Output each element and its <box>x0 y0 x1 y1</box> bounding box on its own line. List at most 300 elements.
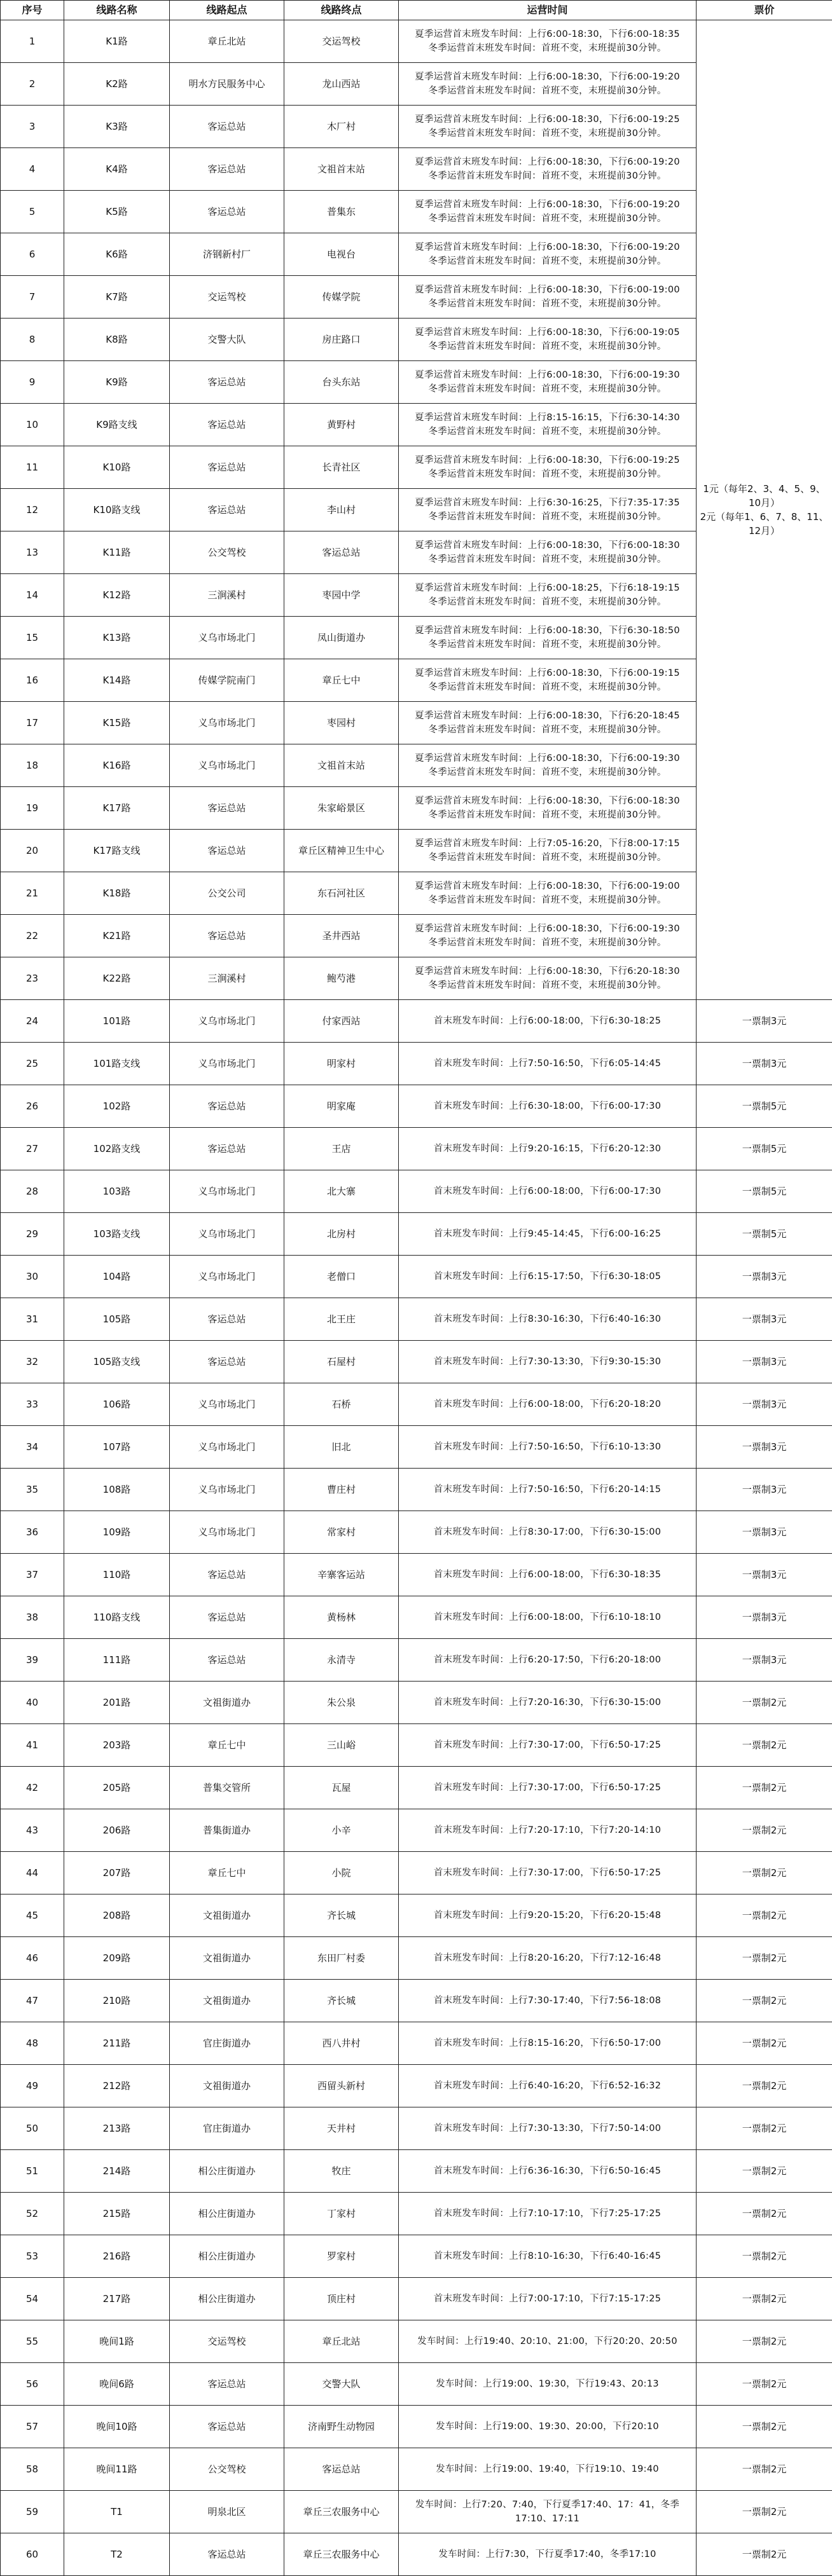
start-stop: 客运总站 <box>170 1554 284 1596</box>
route-number: 16 <box>1 659 64 702</box>
end-stop: 木厂村 <box>284 106 399 148</box>
route-name: K14路 <box>64 659 170 702</box>
route-name: K15路 <box>64 702 170 744</box>
route-name: 206路 <box>64 1809 170 1852</box>
start-stop: 客运总站 <box>170 1596 284 1639</box>
header-start-stop: 线路起点 <box>170 1 284 20</box>
fare: 一票制2元 <box>697 2363 832 2406</box>
end-stop: 曹庄村 <box>284 1469 399 1511</box>
start-stop: 三涧溪村 <box>170 574 284 617</box>
table-row <box>1 2065 832 2107</box>
start-stop: 义乌市场北门 <box>170 1426 284 1469</box>
route-name: K1路 <box>64 20 170 63</box>
fare: 一票制3元 <box>697 1256 832 1298</box>
operating-time: 首末班发车时间：上行7:50-16:50，下行6:05-14:45 <box>399 1043 697 1085</box>
start-stop: 客运总站 <box>170 1341 284 1383</box>
operating-time: 夏季运营首末班发车时间：上行6:00-18:30，下行6:00-18:35 冬季运营首末班发车时间：首班不变，末班提前30分钟。 <box>399 20 697 63</box>
operating-time: 首末班发车时间：上行7:50-16:50，下行6:10-13:30 <box>399 1426 697 1469</box>
route-name: 101路支线 <box>64 1043 170 1085</box>
route-number: 24 <box>1 1000 64 1043</box>
header-route-name: 线路名称 <box>64 1 170 20</box>
route-name: T2 <box>64 2533 170 2576</box>
route-name: K18路 <box>64 872 170 915</box>
end-stop: 西留头新村 <box>284 2065 399 2107</box>
route-name: K9路 <box>64 361 170 404</box>
start-stop: 文祖街道办 <box>170 2065 284 2107</box>
end-stop: 圣井西站 <box>284 915 399 957</box>
operating-time: 首末班发车时间：上行9:20-16:15，下行6:20-12:30 <box>399 1128 697 1170</box>
table-row <box>1 1852 832 1894</box>
route-name: K7路 <box>64 276 170 319</box>
end-stop: 罗家村 <box>284 2235 399 2278</box>
route-name: K11路 <box>64 531 170 574</box>
route-name: 210路 <box>64 1980 170 2022</box>
route-number: 58 <box>1 2448 64 2491</box>
end-stop: 王店 <box>284 1128 399 1170</box>
fare: 一票制3元 <box>697 1554 832 1596</box>
fare: 一票制5元 <box>697 1128 832 1170</box>
operating-time: 夏季运营首末班发车时间：上行6:00-18:30，下行6:00-19:20 冬季运营首末班发车时间：首班不变，末班提前30分钟。 <box>399 63 697 106</box>
end-stop: 凤山街道办 <box>284 617 399 659</box>
table-row <box>1 2491 832 2533</box>
operating-time: 首末班发车时间：上行7:50-16:50，下行6:20-14:15 <box>399 1469 697 1511</box>
route-number: 54 <box>1 2278 64 2320</box>
start-stop: 文祖街道办 <box>170 1682 284 1724</box>
route-number: 34 <box>1 1426 64 1469</box>
end-stop: 付家西站 <box>284 1000 399 1043</box>
operating-time: 首末班发车时间：上行7:30-17:00，下行6:50-17:25 <box>399 1852 697 1894</box>
start-stop: 义乌市场北门 <box>170 1256 284 1298</box>
end-stop: 章丘七中 <box>284 659 399 702</box>
start-stop: 公交驾校 <box>170 2448 284 2491</box>
table-row <box>1 1170 832 1213</box>
fare: 一票制2元 <box>697 2406 832 2448</box>
end-stop: 明家村 <box>284 1043 399 1085</box>
operating-time: 首末班发车时间：上行7:10-17:10，下行7:25-17:25 <box>399 2193 697 2235</box>
route-name: 208路 <box>64 1894 170 1937</box>
start-stop: 义乌市场北门 <box>170 617 284 659</box>
table-row <box>1 2533 832 2576</box>
fare: 一票制2元 <box>697 2193 832 2235</box>
route-number: 18 <box>1 744 64 787</box>
table-row <box>1 1682 832 1724</box>
operating-time: 首末班发车时间：上行6:15-17:50，下行6:30-18:05 <box>399 1256 697 1298</box>
route-name: K22路 <box>64 957 170 1000</box>
operating-time: 夏季运营首末班发车时间：上行6:00-18:30，下行6:00-18:30 冬季运营首末班发车时间：首班不变，末班提前30分钟。 <box>399 787 697 830</box>
header-end-stop: 线路终点 <box>284 1 399 20</box>
route-name: K9路支线 <box>64 404 170 446</box>
route-name: K17路 <box>64 787 170 830</box>
route-number: 20 <box>1 830 64 872</box>
route-number: 48 <box>1 2022 64 2065</box>
route-number: 55 <box>1 2320 64 2363</box>
table-row <box>1 2235 832 2278</box>
fare: 一票制2元 <box>697 1980 832 2022</box>
fare: 一票制2元 <box>697 2491 832 2533</box>
route-number: 8 <box>1 319 64 361</box>
start-stop: 客运总站 <box>170 148 284 191</box>
table-header <box>1 1 832 20</box>
table-row <box>1 1000 832 1043</box>
route-number: 35 <box>1 1469 64 1511</box>
route-number: 13 <box>1 531 64 574</box>
route-number: 28 <box>1 1170 64 1213</box>
operating-time: 发车时间：上行19:00、19:40，下行19:10、19:40 <box>399 2448 697 2491</box>
start-stop: 义乌市场北门 <box>170 1213 284 1256</box>
header-number: 序号 <box>1 1 64 20</box>
route-name: 108路 <box>64 1469 170 1511</box>
table-row <box>1 1128 832 1170</box>
table-row <box>1 2406 832 2448</box>
fare: 一票制3元 <box>697 1426 832 1469</box>
table-row <box>1 1469 832 1511</box>
operating-time: 首末班发车时间：上行8:30-17:00，下行6:30-15:00 <box>399 1511 697 1554</box>
route-name: 215路 <box>64 2193 170 2235</box>
start-stop: 客运总站 <box>170 830 284 872</box>
end-stop: 李山村 <box>284 489 399 531</box>
start-stop: 官庄街道办 <box>170 2022 284 2065</box>
route-number: 46 <box>1 1937 64 1980</box>
table-body <box>1 20 832 2576</box>
operating-time: 首末班发车时间：上行7:30-17:40，下行7:56-18:08 <box>399 1980 697 2022</box>
end-stop: 朱家峪景区 <box>284 787 399 830</box>
operating-time: 首末班发车时间：上行6:40-16:20，下行6:52-16:32 <box>399 2065 697 2107</box>
start-stop: 客运总站 <box>170 1639 284 1682</box>
route-name: 217路 <box>64 2278 170 2320</box>
header-fare: 票价 <box>697 1 832 20</box>
route-number: 23 <box>1 957 64 1000</box>
start-stop: 章丘七中 <box>170 1852 284 1894</box>
end-stop: 西八井村 <box>284 2022 399 2065</box>
route-name: K12路 <box>64 574 170 617</box>
end-stop: 龙山西站 <box>284 63 399 106</box>
operating-time: 夏季运营首末班发车时间：上行6:00-18:30，下行6:00-19:05 冬季运营首末班发车时间：首班不变，末班提前30分钟。 <box>399 319 697 361</box>
route-name: 101路 <box>64 1000 170 1043</box>
end-stop: 台头东站 <box>284 361 399 404</box>
route-number: 17 <box>1 702 64 744</box>
fare: 一票制2元 <box>697 2022 832 2065</box>
start-stop: 公交驾校 <box>170 531 284 574</box>
end-stop: 枣园中学 <box>284 574 399 617</box>
start-stop: 义乌市场北门 <box>170 702 284 744</box>
operating-time: 首末班发车时间：上行6:00-18:00，下行6:00-17:30 <box>399 1170 697 1213</box>
route-name: 110路 <box>64 1554 170 1596</box>
route-number: 3 <box>1 106 64 148</box>
fare: 一票制3元 <box>697 1596 832 1639</box>
end-stop: 旧北 <box>284 1426 399 1469</box>
route-number: 56 <box>1 2363 64 2406</box>
operating-time: 首末班发车时间：上行6:00-18:00，下行6:30-18:35 <box>399 1554 697 1596</box>
operating-time: 首末班发车时间：上行8:15-16:20，下行6:50-17:00 <box>399 2022 697 2065</box>
table-row <box>1 1256 832 1298</box>
start-stop: 义乌市场北门 <box>170 1469 284 1511</box>
table-row <box>1 2448 832 2491</box>
table-row <box>1 2363 832 2406</box>
end-stop: 传媒学院 <box>284 276 399 319</box>
start-stop: 义乌市场北门 <box>170 1511 284 1554</box>
operating-time: 首末班发车时间：上行9:20-15:20，下行6:20-15:48 <box>399 1894 697 1937</box>
route-name: 晚间1路 <box>64 2320 170 2363</box>
operating-time: 首末班发车时间：上行6:00-18:00，下行6:20-18:20 <box>399 1383 697 1426</box>
start-stop: 相公庄街道办 <box>170 2278 284 2320</box>
route-name: K4路 <box>64 148 170 191</box>
operating-time: 夏季运营首末班发车时间：上行6:00-18:30，下行6:00-19:30 冬季运营首末班发车时间：首班不变，末班提前30分钟。 <box>399 361 697 404</box>
start-stop: 客运总站 <box>170 2533 284 2576</box>
end-stop: 齐长城 <box>284 1980 399 2022</box>
operating-time: 发车时间：上行19:00、19:30，下行19:43、20:13 <box>399 2363 697 2406</box>
operating-time: 首末班发车时间：上行6:00-18:00，下行6:10-18:10 <box>399 1596 697 1639</box>
end-stop: 章丘三农服务中心 <box>284 2533 399 2576</box>
route-number: 60 <box>1 2533 64 2576</box>
route-name: 105路支线 <box>64 1341 170 1383</box>
table-row <box>1 1937 832 1980</box>
end-stop: 东田厂村委 <box>284 1937 399 1980</box>
route-number: 51 <box>1 2150 64 2193</box>
fare: 一票制3元 <box>697 1000 832 1043</box>
table-row <box>1 20 832 63</box>
route-name: K6路 <box>64 233 170 276</box>
route-number: 38 <box>1 1596 64 1639</box>
start-stop: 交警大队 <box>170 319 284 361</box>
operating-time: 夏季运营首末班发车时间：上行6:00-18:30，下行6:00-19:15 冬季运营首末班发车时间：首班不变，末班提前30分钟。 <box>399 659 697 702</box>
operating-time: 发车时间：上行7:30，下行夏季17:40，冬季17:10 <box>399 2533 697 2576</box>
end-stop: 章丘三农服务中心 <box>284 2491 399 2533</box>
operating-time: 夏季运营首末班发车时间：上行6:00-18:30，下行6:00-19:20 冬季运营首末班发车时间：首班不变，末班提前30分钟。 <box>399 191 697 233</box>
fare: 一票制2元 <box>697 1894 832 1937</box>
start-stop: 文祖街道办 <box>170 1894 284 1937</box>
route-number: 10 <box>1 404 64 446</box>
table-row <box>1 1894 832 1937</box>
fare: 一票制2元 <box>697 1852 832 1894</box>
route-name: K3路 <box>64 106 170 148</box>
start-stop: 客运总站 <box>170 106 284 148</box>
end-stop: 黄野村 <box>284 404 399 446</box>
route-number: 53 <box>1 2235 64 2278</box>
route-name: 110路支线 <box>64 1596 170 1639</box>
end-stop: 天井村 <box>284 2107 399 2150</box>
end-stop: 石桥 <box>284 1383 399 1426</box>
start-stop: 传媒学院南门 <box>170 659 284 702</box>
route-number: 36 <box>1 1511 64 1554</box>
route-number: 12 <box>1 489 64 531</box>
fare: 一票制2元 <box>697 1937 832 1980</box>
table-row <box>1 1639 832 1682</box>
start-stop: 相公庄街道办 <box>170 2150 284 2193</box>
route-number: 52 <box>1 2193 64 2235</box>
route-number: 43 <box>1 1809 64 1852</box>
route-name: 104路 <box>64 1256 170 1298</box>
start-stop: 义乌市场北门 <box>170 1043 284 1085</box>
route-name: 102路 <box>64 1085 170 1128</box>
table-row <box>1 1426 832 1469</box>
route-number: 33 <box>1 1383 64 1426</box>
merged-fare: 1元（每年2、3、4、5、9、10月） 2元（每年1、6、7、8、11、12月） <box>697 20 832 1000</box>
route-name: 203路 <box>64 1724 170 1767</box>
end-stop: 北王庄 <box>284 1298 399 1341</box>
table-row <box>1 1724 832 1767</box>
route-name: K10路支线 <box>64 489 170 531</box>
route-name: 216路 <box>64 2235 170 2278</box>
route-name: 103路 <box>64 1170 170 1213</box>
table-row <box>1 1809 832 1852</box>
table-row <box>1 2278 832 2320</box>
route-name: T1 <box>64 2491 170 2533</box>
start-stop: 普集交管所 <box>170 1767 284 1809</box>
operating-time: 夏季运营首末班发车时间：上行6:00-18:30，下行6:00-19:25 冬季运营首末班发车时间：首班不变，末班提前30分钟。 <box>399 106 697 148</box>
route-number: 42 <box>1 1767 64 1809</box>
route-number: 7 <box>1 276 64 319</box>
end-stop: 朱公泉 <box>284 1682 399 1724</box>
operating-time: 首末班发车时间：上行7:30-17:00，下行6:50-17:25 <box>399 1767 697 1809</box>
route-number: 59 <box>1 2491 64 2533</box>
start-stop: 明泉北区 <box>170 2491 284 2533</box>
fare: 一票制2元 <box>697 1682 832 1724</box>
route-number: 40 <box>1 1682 64 1724</box>
route-number: 15 <box>1 617 64 659</box>
route-number: 57 <box>1 2406 64 2448</box>
end-stop: 常家村 <box>284 1511 399 1554</box>
fare: 一票制5元 <box>697 1213 832 1256</box>
route-number: 39 <box>1 1639 64 1682</box>
end-stop: 交运驾校 <box>284 20 399 63</box>
route-name: 109路 <box>64 1511 170 1554</box>
route-number: 22 <box>1 915 64 957</box>
route-number: 27 <box>1 1128 64 1170</box>
fare: 一票制3元 <box>697 1383 832 1426</box>
fare: 一票制2元 <box>697 2320 832 2363</box>
start-stop: 普集街道办 <box>170 1809 284 1852</box>
end-stop: 老僧口 <box>284 1256 399 1298</box>
end-stop: 枣园村 <box>284 702 399 744</box>
start-stop: 济钢新村厂 <box>170 233 284 276</box>
operating-time: 夏季运营首末班发车时间：上行6:00-18:30，下行6:00-19:30 冬季运营首末班发车时间：首班不变，末班提前30分钟。 <box>399 915 697 957</box>
start-stop: 章丘北站 <box>170 20 284 63</box>
end-stop: 黄杨林 <box>284 1596 399 1639</box>
fare: 一票制2元 <box>697 2235 832 2278</box>
fare: 一票制2元 <box>697 1767 832 1809</box>
route-name: 213路 <box>64 2107 170 2150</box>
operating-time: 夏季运营首末班发车时间：上行6:00-18:30，下行6:00-19:30 冬季运营首末班发车时间：首班不变，末班提前30分钟。 <box>399 744 697 787</box>
table-row <box>1 2150 832 2193</box>
start-stop: 交运驾校 <box>170 276 284 319</box>
start-stop: 客运总站 <box>170 1085 284 1128</box>
table-row <box>1 1043 832 1085</box>
operating-time: 首末班发车时间：上行6:30-18:00，下行6:00-17:30 <box>399 1085 697 1128</box>
table-row <box>1 1383 832 1426</box>
route-number: 11 <box>1 446 64 489</box>
end-stop: 石屋村 <box>284 1341 399 1383</box>
start-stop: 三涧溪村 <box>170 957 284 1000</box>
end-stop: 齐长城 <box>284 1894 399 1937</box>
start-stop: 相公庄街道办 <box>170 2235 284 2278</box>
table-row <box>1 1085 832 1128</box>
operating-time: 首末班发车时间：上行7:30-17:00，下行6:50-17:25 <box>399 1724 697 1767</box>
operating-time: 发车时间：上行19:40、20:10、21:00，下行20:20、20:50 <box>399 2320 697 2363</box>
end-stop: 鲍芍港 <box>284 957 399 1000</box>
header-operating-time: 运营时间 <box>399 1 697 20</box>
table-row <box>1 1596 832 1639</box>
route-name: 111路 <box>64 1639 170 1682</box>
route-name: 212路 <box>64 2065 170 2107</box>
operating-time: 发车时间：上行19:00、19:30、20:00，下行20:10 <box>399 2406 697 2448</box>
route-number: 9 <box>1 361 64 404</box>
route-number: 32 <box>1 1341 64 1383</box>
table-row <box>1 1341 832 1383</box>
table-row <box>1 2320 832 2363</box>
table-row <box>1 1767 832 1809</box>
route-name: 107路 <box>64 1426 170 1469</box>
start-stop: 客运总站 <box>170 2363 284 2406</box>
route-number: 14 <box>1 574 64 617</box>
start-stop: 客运总站 <box>170 2406 284 2448</box>
end-stop: 电视台 <box>284 233 399 276</box>
operating-time: 夏季运营首末班发车时间：上行6:00-18:30，下行6:30-18:50 冬季运营首末班发车时间：首班不变，末班提前30分钟。 <box>399 617 697 659</box>
fare: 一票制5元 <box>697 1170 832 1213</box>
route-number: 44 <box>1 1852 64 1894</box>
route-number: 25 <box>1 1043 64 1085</box>
route-number: 37 <box>1 1554 64 1596</box>
operating-time: 首末班发车时间：上行6:00-18:00，下行6:30-18:25 <box>399 1000 697 1043</box>
operating-time: 夏季运营首末班发车时间：上行6:00-18:30，下行6:00-18:30 冬季运营首末班发车时间：首班不变，末班提前30分钟。 <box>399 531 697 574</box>
operating-time: 首末班发车时间：上行6:20-17:50，下行6:20-18:00 <box>399 1639 697 1682</box>
end-stop: 牧庄 <box>284 2150 399 2193</box>
operating-time: 夏季运营首末班发车时间：上行6:00-18:30，下行6:20-18:30 冬季运营首末班发车时间：首班不变，末班提前30分钟。 <box>399 957 697 1000</box>
fare: 一票制3元 <box>697 1341 832 1383</box>
operating-time: 首末班发车时间：上行8:10-16:30，下行6:40-16:45 <box>399 2235 697 2278</box>
end-stop: 长青社区 <box>284 446 399 489</box>
operating-time: 首末班发车时间：上行7:00-17:10，下行7:15-17:25 <box>399 2278 697 2320</box>
fare: 一票制3元 <box>697 1511 832 1554</box>
route-name: K17路支线 <box>64 830 170 872</box>
end-stop: 辛寨客运站 <box>284 1554 399 1596</box>
route-number: 50 <box>1 2107 64 2150</box>
route-name: 102路支线 <box>64 1128 170 1170</box>
operating-time: 首末班发车时间：上行8:30-16:30，下行6:40-16:30 <box>399 1298 697 1341</box>
end-stop: 章丘区精神卫生中心 <box>284 830 399 872</box>
start-stop: 明水方民服务中心 <box>170 63 284 106</box>
table-row <box>1 1298 832 1341</box>
operating-time: 夏季运营首末班发车时间：上行8:15-16:15，下行6:30-14:30 冬季运营首末班发车时间：首班不变，末班提前30分钟。 <box>399 404 697 446</box>
table-row <box>1 1213 832 1256</box>
end-stop: 小院 <box>284 1852 399 1894</box>
fare: 一票制2元 <box>697 2150 832 2193</box>
table-row <box>1 2022 832 2065</box>
fare: 一票制2元 <box>697 2278 832 2320</box>
start-stop: 客运总站 <box>170 404 284 446</box>
end-stop: 顶庄村 <box>284 2278 399 2320</box>
end-stop: 瓦屋 <box>284 1767 399 1809</box>
operating-time: 夏季运营首末班发车时间：上行6:00-18:30，下行6:00-19:20 冬季运营首末班发车时间：首班不变，末班提前30分钟。 <box>399 148 697 191</box>
start-stop: 客运总站 <box>170 915 284 957</box>
start-stop: 客运总站 <box>170 787 284 830</box>
start-stop: 交运驾校 <box>170 2320 284 2363</box>
fare: 一票制5元 <box>697 1085 832 1128</box>
end-stop: 明家庵 <box>284 1085 399 1128</box>
route-number: 1 <box>1 20 64 63</box>
table-row <box>1 1980 832 2022</box>
end-stop: 房庄路口 <box>284 319 399 361</box>
route-name: 103路支线 <box>64 1213 170 1256</box>
route-number: 6 <box>1 233 64 276</box>
route-name: 211路 <box>64 2022 170 2065</box>
end-stop: 文祖首末站 <box>284 148 399 191</box>
start-stop: 公交公司 <box>170 872 284 915</box>
route-number: 30 <box>1 1256 64 1298</box>
route-number: 29 <box>1 1213 64 1256</box>
route-name: 晚间11路 <box>64 2448 170 2491</box>
operating-time: 首末班发车时间：上行7:30-13:30，下行7:50-14:00 <box>399 2107 697 2150</box>
operating-time: 夏季运营首末班发车时间：上行6:00-18:30，下行6:00-19:00 冬季运营首末班发车时间：首班不变，末班提前30分钟。 <box>399 276 697 319</box>
